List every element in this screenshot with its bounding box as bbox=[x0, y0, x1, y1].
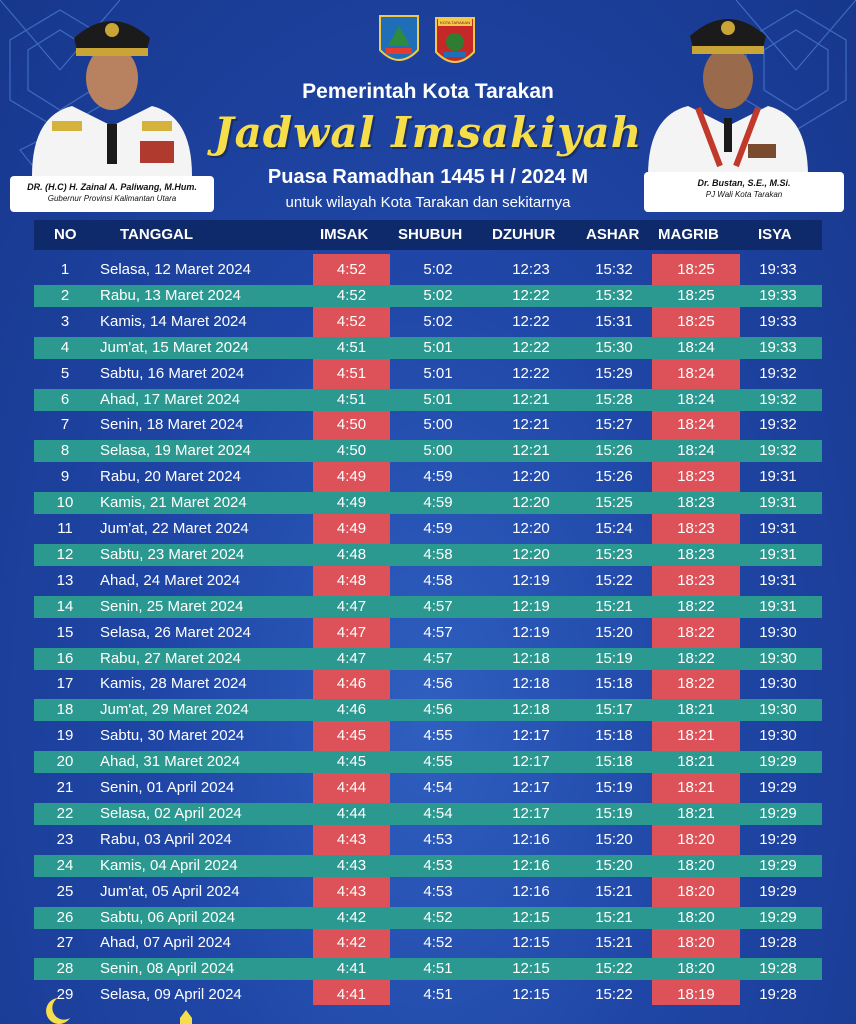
row-date: Ahad, 07 April 2024 bbox=[100, 934, 231, 952]
row-dzuhur: 12:22 bbox=[512, 338, 550, 356]
col-header-no: NO bbox=[54, 226, 77, 243]
row-magrib: 18:20 bbox=[677, 830, 715, 848]
row-isya: 19:32 bbox=[759, 416, 797, 434]
row-no: 10 bbox=[56, 494, 74, 512]
row-date: Jum'at, 22 Maret 2024 bbox=[100, 520, 249, 537]
table-row bbox=[34, 932, 822, 954]
table-row bbox=[34, 907, 822, 929]
row-dzuhur: 12:16 bbox=[512, 882, 550, 900]
row-dzuhur: 12:19 bbox=[512, 623, 550, 641]
row-magrib: 18:22 bbox=[677, 597, 715, 615]
row-ashar: 15:28 bbox=[595, 390, 633, 408]
row-dzuhur: 12:17 bbox=[512, 727, 550, 745]
row-dzuhur: 12:18 bbox=[512, 675, 550, 693]
row-ashar: 15:19 bbox=[595, 779, 633, 796]
row-imsak: 4:45 bbox=[336, 753, 367, 771]
row-dzuhur: 12:16 bbox=[512, 856, 550, 874]
governor-title: Gubernur Provinsi Kalimantan Utara bbox=[47, 194, 177, 203]
row-date: Ahad, 24 Maret 2024 bbox=[100, 571, 241, 589]
row-isya: 19:30 bbox=[759, 675, 797, 693]
row-ashar: 15:26 bbox=[595, 442, 633, 460]
row-isya: 19:29 bbox=[759, 779, 797, 796]
row-ashar: 15:20 bbox=[595, 623, 633, 641]
row-magrib: 18:23 bbox=[677, 494, 715, 512]
row-magrib: 18:24 bbox=[677, 364, 715, 382]
row-isya: 19:32 bbox=[759, 390, 797, 408]
row-date: Ahad, 17 Maret 2024 bbox=[100, 390, 241, 408]
row-isya: 19:31 bbox=[759, 494, 797, 512]
row-isya: 19:31 bbox=[759, 597, 797, 615]
row-ashar: 15:18 bbox=[595, 753, 633, 771]
row-date: Kamis, 28 Maret 2024 bbox=[100, 675, 247, 693]
row-no: 28 bbox=[56, 960, 74, 978]
row-imsak: 4:41 bbox=[336, 986, 367, 1004]
row-isya: 19:29 bbox=[759, 804, 797, 822]
row-no: 16 bbox=[56, 649, 74, 667]
row-shubuh: 4:58 bbox=[423, 545, 453, 563]
row-shubuh: 4:57 bbox=[423, 649, 453, 667]
row-dzuhur: 12:15 bbox=[512, 908, 550, 926]
row-ashar: 15:31 bbox=[595, 312, 633, 330]
row-date: Rabu, 20 Maret 2024 bbox=[100, 468, 241, 486]
row-date: Senin, 25 Maret 2024 bbox=[100, 597, 244, 615]
row-isya: 19:31 bbox=[759, 520, 797, 537]
row-dzuhur: 12:21 bbox=[512, 390, 550, 408]
row-isya: 19:33 bbox=[759, 338, 797, 356]
col-header-ashar: ASHAR bbox=[586, 226, 640, 243]
city-logo-text: KOTA TARAKAN bbox=[439, 20, 471, 25]
row-imsak: 4:51 bbox=[336, 338, 367, 356]
row-imsak: 4:48 bbox=[336, 571, 367, 589]
page-title: Jadwal Imsakiyah bbox=[213, 108, 643, 157]
row-ashar: 15:19 bbox=[595, 649, 633, 667]
row-imsak: 4:43 bbox=[336, 882, 367, 900]
row-dzuhur: 12:20 bbox=[512, 520, 550, 537]
row-no: 27 bbox=[56, 934, 74, 952]
row-ashar: 15:20 bbox=[595, 856, 633, 874]
row-magrib: 18:22 bbox=[677, 623, 715, 641]
row-magrib: 18:24 bbox=[677, 416, 715, 434]
row-date: Selasa, 19 Maret 2024 bbox=[100, 442, 251, 460]
row-ashar: 15:17 bbox=[595, 701, 633, 719]
row-shubuh: 5:00 bbox=[423, 442, 453, 460]
row-magrib: 18:21 bbox=[677, 779, 715, 796]
col-header-isya: ISYA bbox=[758, 226, 792, 243]
row-ashar: 15:21 bbox=[595, 908, 633, 926]
row-isya: 19:30 bbox=[759, 649, 797, 667]
row-no: 23 bbox=[56, 830, 74, 848]
row-date: Kamis, 04 April 2024 bbox=[100, 856, 238, 874]
table-row bbox=[34, 855, 822, 877]
row-isya: 19:32 bbox=[759, 442, 797, 460]
table-row bbox=[34, 751, 822, 773]
row-isya: 19:30 bbox=[759, 623, 797, 641]
row-imsak: 4:47 bbox=[336, 623, 367, 641]
row-ashar: 15:29 bbox=[595, 364, 633, 382]
row-isya: 19:31 bbox=[759, 468, 797, 486]
table-row bbox=[34, 518, 822, 540]
row-date: Kamis, 21 Maret 2024 bbox=[100, 494, 247, 512]
region-note: untuk wilayah Kota Tarakan dan sekitarnya bbox=[285, 194, 571, 211]
row-ashar: 15:21 bbox=[595, 597, 633, 615]
row-dzuhur: 12:22 bbox=[512, 312, 550, 330]
row-no: 17 bbox=[56, 675, 74, 693]
row-imsak: 4:45 bbox=[336, 727, 367, 745]
row-shubuh: 5:02 bbox=[423, 312, 453, 330]
row-no: 22 bbox=[56, 804, 74, 822]
row-magrib: 18:23 bbox=[677, 520, 715, 537]
table-row bbox=[34, 311, 822, 333]
row-imsak: 4:52 bbox=[336, 261, 367, 278]
table-row bbox=[34, 440, 822, 462]
row-ashar: 15:22 bbox=[595, 960, 633, 978]
governor-name: DR. (H.C) H. Zainal A. Paliwang, M.Hum. bbox=[27, 182, 197, 192]
row-date: Selasa, 26 Maret 2024 bbox=[100, 623, 251, 641]
crescent-moon-icon bbox=[36, 994, 76, 1024]
table-row bbox=[34, 596, 822, 618]
row-dzuhur: 12:19 bbox=[512, 597, 550, 615]
row-no: 7 bbox=[60, 416, 70, 434]
table-row bbox=[34, 777, 822, 799]
row-imsak: 4:44 bbox=[336, 804, 367, 822]
table-row bbox=[34, 389, 822, 411]
row-dzuhur: 12:18 bbox=[512, 649, 550, 667]
row-no: 13 bbox=[56, 571, 74, 589]
row-magrib: 18:23 bbox=[677, 571, 715, 589]
row-date: Rabu, 13 Maret 2024 bbox=[100, 286, 241, 304]
row-date: Senin, 01 April 2024 bbox=[100, 779, 235, 796]
row-shubuh: 4:55 bbox=[423, 753, 453, 771]
table-row bbox=[34, 363, 822, 385]
row-date: Jum'at, 05 April 2024 bbox=[100, 882, 240, 900]
row-ashar: 15:22 bbox=[595, 986, 633, 1004]
table-row bbox=[34, 414, 822, 436]
row-imsak: 4:50 bbox=[336, 416, 367, 434]
table-row bbox=[34, 958, 822, 980]
row-ashar: 15:26 bbox=[595, 468, 633, 486]
table-row bbox=[34, 466, 822, 488]
row-magrib: 18:21 bbox=[677, 727, 715, 745]
row-shubuh: 5:02 bbox=[423, 261, 453, 278]
row-date: Selasa, 09 April 2024 bbox=[100, 986, 242, 1004]
row-dzuhur: 12:21 bbox=[512, 442, 550, 460]
row-date: Sabtu, 30 Maret 2024 bbox=[100, 727, 245, 745]
row-dzuhur: 12:17 bbox=[512, 753, 550, 771]
row-ashar: 15:32 bbox=[595, 286, 633, 304]
row-no: 29 bbox=[56, 986, 74, 1004]
row-date: Jum'at, 15 Maret 2024 bbox=[100, 338, 249, 356]
row-no: 25 bbox=[56, 882, 74, 900]
row-imsak: 4:48 bbox=[336, 545, 367, 563]
row-date: Senin, 18 Maret 2024 bbox=[100, 416, 244, 434]
row-magrib: 18:22 bbox=[677, 649, 715, 667]
row-dzuhur: 12:20 bbox=[512, 545, 550, 563]
row-isya: 19:33 bbox=[759, 312, 797, 330]
row-ashar: 15:22 bbox=[595, 571, 633, 589]
row-dzuhur: 12:23 bbox=[512, 261, 550, 278]
row-dzuhur: 12:18 bbox=[512, 701, 550, 719]
row-magrib: 18:20 bbox=[677, 934, 715, 952]
row-date: Jum'at, 29 Maret 2024 bbox=[100, 701, 249, 719]
row-shubuh: 4:58 bbox=[423, 571, 453, 589]
row-no: 15 bbox=[56, 623, 74, 641]
row-shubuh: 4:59 bbox=[423, 468, 453, 486]
row-shubuh: 4:51 bbox=[423, 960, 453, 978]
row-no: 6 bbox=[60, 390, 70, 408]
row-ashar: 15:23 bbox=[595, 545, 633, 563]
row-ashar: 15:18 bbox=[595, 727, 633, 745]
row-magrib: 18:25 bbox=[677, 286, 715, 304]
row-date: Rabu, 27 Maret 2024 bbox=[100, 649, 241, 667]
row-isya: 19:28 bbox=[759, 960, 797, 978]
row-no: 4 bbox=[60, 338, 70, 356]
row-ashar: 15:24 bbox=[595, 520, 633, 537]
row-ashar: 15:27 bbox=[595, 416, 633, 434]
row-shubuh: 5:01 bbox=[423, 338, 453, 356]
row-isya: 19:30 bbox=[759, 701, 797, 719]
row-ashar: 15:32 bbox=[595, 261, 633, 278]
row-shubuh: 4:59 bbox=[423, 494, 453, 512]
table-row bbox=[34, 622, 822, 644]
row-dzuhur: 12:17 bbox=[512, 804, 550, 822]
row-shubuh: 4:57 bbox=[423, 623, 453, 641]
table-header bbox=[34, 220, 822, 250]
row-no: 8 bbox=[60, 442, 70, 460]
row-no: 14 bbox=[56, 597, 74, 615]
row-isya: 19:29 bbox=[759, 830, 797, 848]
table-row bbox=[34, 492, 822, 514]
city-logo bbox=[432, 12, 478, 72]
row-no: 3 bbox=[60, 312, 70, 330]
table-row bbox=[34, 337, 822, 359]
row-imsak: 4:41 bbox=[336, 960, 367, 978]
row-imsak: 4:52 bbox=[336, 312, 367, 330]
table-row bbox=[34, 259, 822, 281]
row-dzuhur: 12:20 bbox=[512, 468, 550, 486]
row-ashar: 15:19 bbox=[595, 804, 633, 822]
row-isya: 19:28 bbox=[759, 986, 797, 1004]
row-date: Senin, 08 April 2024 bbox=[100, 960, 235, 978]
row-shubuh: 4:53 bbox=[423, 882, 453, 900]
row-magrib: 18:21 bbox=[677, 701, 715, 719]
row-magrib: 18:20 bbox=[677, 908, 715, 926]
row-dzuhur: 12:22 bbox=[512, 364, 550, 382]
row-magrib: 18:21 bbox=[677, 804, 715, 822]
row-magrib: 18:23 bbox=[677, 468, 715, 486]
row-no: 18 bbox=[56, 701, 74, 719]
col-header-tanggal: TANGGAL bbox=[120, 226, 194, 243]
row-date: Sabtu, 16 Maret 2024 bbox=[100, 364, 245, 382]
row-imsak: 4:47 bbox=[336, 649, 367, 667]
row-ashar: 15:21 bbox=[595, 882, 633, 900]
row-date: Ahad, 31 Maret 2024 bbox=[100, 753, 241, 771]
table-row bbox=[34, 544, 822, 566]
row-no: 1 bbox=[60, 261, 70, 278]
row-dzuhur: 12:15 bbox=[512, 934, 550, 952]
row-shubuh: 5:01 bbox=[423, 364, 453, 382]
row-dzuhur: 12:17 bbox=[512, 779, 550, 796]
row-no: 9 bbox=[60, 468, 70, 486]
government-label: Pemerintah Kota Tarakan bbox=[302, 80, 554, 103]
row-isya: 19:29 bbox=[759, 856, 797, 874]
mayor-name: Dr. Bustan, S.E., M.Si. bbox=[697, 178, 791, 188]
row-dzuhur: 12:21 bbox=[512, 416, 550, 434]
row-magrib: 18:19 bbox=[677, 986, 715, 1004]
row-shubuh: 4:55 bbox=[423, 727, 453, 745]
row-date: Sabtu, 23 Maret 2024 bbox=[100, 545, 245, 563]
row-isya: 19:28 bbox=[759, 934, 797, 952]
row-date: Rabu, 03 April 2024 bbox=[100, 830, 232, 848]
row-no: 12 bbox=[56, 545, 74, 563]
table-row bbox=[34, 725, 822, 747]
row-dzuhur: 12:20 bbox=[512, 494, 550, 512]
row-no: 19 bbox=[56, 727, 74, 745]
row-isya: 19:29 bbox=[759, 908, 797, 926]
mayor-title: PJ Wali Kota Tarakan bbox=[705, 190, 783, 199]
table-row bbox=[34, 829, 822, 851]
row-imsak: 4:51 bbox=[336, 364, 367, 382]
row-shubuh: 4:52 bbox=[423, 908, 453, 926]
table-row bbox=[34, 803, 822, 825]
row-date: Kamis, 14 Maret 2024 bbox=[100, 312, 247, 330]
row-isya: 19:33 bbox=[759, 261, 797, 278]
row-magrib: 18:20 bbox=[677, 856, 715, 874]
row-shubuh: 4:52 bbox=[423, 934, 453, 952]
col-header-imsak: IMSAK bbox=[320, 226, 369, 243]
row-imsak: 4:42 bbox=[336, 908, 367, 926]
row-imsak: 4:46 bbox=[336, 675, 367, 693]
row-no: 20 bbox=[56, 753, 74, 771]
row-shubuh: 4:59 bbox=[423, 520, 453, 537]
lantern-icon bbox=[176, 1010, 196, 1024]
row-isya: 19:32 bbox=[759, 364, 797, 382]
row-imsak: 4:44 bbox=[336, 779, 367, 796]
row-magrib: 18:22 bbox=[677, 675, 715, 693]
row-shubuh: 4:51 bbox=[423, 986, 453, 1004]
province-logo bbox=[376, 12, 422, 72]
row-no: 2 bbox=[60, 286, 70, 304]
row-isya: 19:29 bbox=[759, 882, 797, 900]
page-subtitle: Puasa Ramadhan 1445 H / 2024 M bbox=[267, 166, 589, 188]
col-header-shubuh: SHUBUH bbox=[398, 226, 463, 243]
row-date: Sabtu, 06 April 2024 bbox=[100, 908, 236, 926]
row-no: 5 bbox=[60, 364, 70, 382]
row-imsak: 4:51 bbox=[336, 390, 367, 408]
table-row bbox=[34, 699, 822, 721]
row-shubuh: 4:56 bbox=[423, 701, 453, 719]
row-dzuhur: 12:16 bbox=[512, 830, 550, 848]
row-ashar: 15:25 bbox=[595, 494, 633, 512]
row-magrib: 18:23 bbox=[677, 545, 715, 563]
row-magrib: 18:25 bbox=[677, 312, 715, 330]
row-shubuh: 4:54 bbox=[423, 804, 453, 822]
row-shubuh: 4:53 bbox=[423, 830, 453, 848]
row-imsak: 4:42 bbox=[336, 934, 367, 952]
table-row bbox=[34, 673, 822, 695]
row-ashar: 15:18 bbox=[595, 675, 633, 693]
row-isya: 19:29 bbox=[759, 753, 797, 771]
row-imsak: 4:50 bbox=[336, 442, 367, 460]
row-dzuhur: 12:15 bbox=[512, 960, 550, 978]
table-row bbox=[34, 881, 822, 903]
row-no: 11 bbox=[57, 520, 73, 537]
row-imsak: 4:49 bbox=[336, 494, 367, 512]
row-shubuh: 5:01 bbox=[423, 390, 453, 408]
row-shubuh: 5:02 bbox=[423, 286, 453, 304]
col-header-dzuhur: DZUHUR bbox=[492, 226, 556, 243]
row-shubuh: 5:00 bbox=[423, 416, 453, 434]
row-no: 24 bbox=[56, 856, 74, 874]
table-row bbox=[34, 648, 822, 670]
table-row bbox=[34, 984, 822, 1006]
row-date: Selasa, 02 April 2024 bbox=[100, 804, 242, 822]
col-header-magrib: MAGRIB bbox=[658, 226, 719, 243]
row-shubuh: 4:57 bbox=[423, 597, 453, 615]
row-imsak: 4:49 bbox=[336, 468, 367, 486]
row-magrib: 18:25 bbox=[677, 261, 715, 278]
row-ashar: 15:30 bbox=[595, 338, 633, 356]
row-magrib: 18:21 bbox=[677, 753, 715, 771]
table-row bbox=[34, 285, 822, 307]
row-ashar: 15:20 bbox=[595, 830, 633, 848]
row-magrib: 18:24 bbox=[677, 338, 715, 356]
row-isya: 19:31 bbox=[759, 571, 797, 589]
row-ashar: 15:21 bbox=[595, 934, 633, 952]
row-imsak: 4:47 bbox=[336, 597, 367, 615]
row-isya: 19:31 bbox=[759, 545, 797, 563]
table-row bbox=[34, 570, 822, 592]
row-imsak: 4:46 bbox=[336, 701, 367, 719]
row-dzuhur: 12:19 bbox=[512, 571, 550, 589]
row-imsak: 4:43 bbox=[336, 856, 367, 874]
row-shubuh: 4:56 bbox=[423, 675, 453, 693]
row-magrib: 18:20 bbox=[677, 960, 715, 978]
row-shubuh: 4:54 bbox=[423, 779, 453, 796]
row-date: Selasa, 12 Maret 2024 bbox=[100, 261, 251, 278]
row-dzuhur: 12:22 bbox=[512, 286, 550, 304]
row-isya: 19:33 bbox=[759, 286, 797, 304]
row-no: 26 bbox=[56, 908, 74, 926]
row-imsak: 4:49 bbox=[336, 520, 367, 537]
row-imsak: 4:43 bbox=[336, 830, 367, 848]
row-dzuhur: 12:15 bbox=[512, 986, 550, 1004]
row-shubuh: 4:53 bbox=[423, 856, 453, 874]
row-magrib: 18:24 bbox=[677, 442, 715, 460]
row-no: 21 bbox=[56, 779, 74, 796]
row-magrib: 18:20 bbox=[677, 882, 715, 900]
row-magrib: 18:24 bbox=[677, 390, 715, 408]
row-isya: 19:30 bbox=[759, 727, 797, 745]
row-imsak: 4:52 bbox=[336, 286, 367, 304]
